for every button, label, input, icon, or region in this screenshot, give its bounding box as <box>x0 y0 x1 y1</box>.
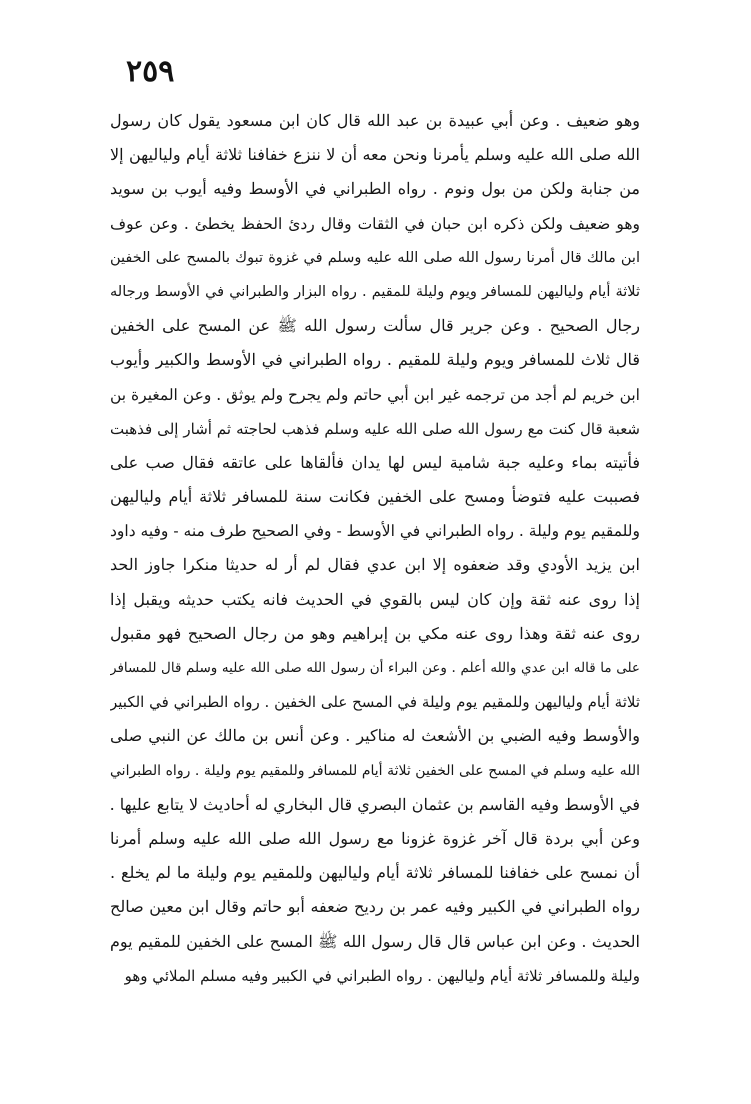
body-text <box>110 104 640 993</box>
text-line: رواه الطبراني في الكبير وفيه عمر بن رديح ضعفه أبو حاتم وقال ابن معين صالح <box>110 897 640 917</box>
text-line: فصببت عليه فتوضأ ومسح على الخفين فكانت سنة للمسافر ثلاثة أيام ولياليهن <box>110 487 640 507</box>
text-line: ثلاثة أيام ولياليهن للمسافر ويوم وليلة للمقيم . رواه البزار والطبراني في الأوسط ورجاله <box>110 283 640 300</box>
text-line: فأتيته بماء وعليه جبة شامية ليس لها يدان فألقاها على عاتقه فقال صب على <box>110 452 640 472</box>
text-line: أن نمسح على خفافنا للمسافر ثلاثة أيام ولياليهن وللمقيم يوم وليلة ما لم يخلع . <box>110 863 640 883</box>
text-line: على ما قاله ابن عدي والله أعلم . وعن البراء أن رسول الله صلى الله عليه وسلم قال للمسافر <box>110 660 640 676</box>
text-line: وللمقيم يوم وليلة . رواه الطبراني في الأوسط - وفي الصحيح طرف منه - وفيه داود <box>110 522 640 541</box>
text-line: شعبة قال كنت مع رسول الله صلى الله عليه وسلم فذهب لحاجته ثم أشار إلى فذهبت <box>110 419 640 438</box>
text-line: الحديث . وعن ابن عباس قال قال رسول الله ﷺ المسح على الخفين للمقيم يوم <box>110 931 640 951</box>
text-line: ابن خريم لم أجد من ترجمه غير ابن أبي حاتم ولم يجرح ولم يوثق . وعن المغيرة بن <box>110 385 640 404</box>
text-line: من جنابة ولكن من بول ونوم . رواه الطبراني في الأوسط وفيه أيوب بن سويد <box>110 179 640 199</box>
text-line: في الأوسط وفيه القاسم بن عثمان البصري قال البخاري له أحاديث لا يتابع عليها . <box>110 794 640 814</box>
text-line: الله عليه وسلم في المسح على الخفين ثلاثة أيام للمسافر وللمقيم يوم وليلة . رواه الطبراني <box>110 762 640 779</box>
text-line: الله صلى الله عليه وسلم يأمرنا ونحن معه أن لا ننزع خفافنا ثلاثة أيام ولياليهن إلا <box>110 145 640 165</box>
text-line: إذا روى عنه ثقة وإن كان ليس بالقوي في الحديث فانه يكتب حديثه ويقبل إذا <box>110 589 640 609</box>
text-line: وليلة وللمسافر ثلاثة أيام ولياليهن . رواه الطبراني في الكبير وفيه مسلم الملائي وهو <box>124 966 640 985</box>
text-line: وعن أبي بردة قال آخر غزوة غزونا مع رسول الله صلى الله عليه وسلم أمرنا <box>110 828 640 848</box>
page-number: ٢٥٩ <box>126 54 175 89</box>
text-line: رجال الصحيح . وعن جرير قال سألت رسول الله ﷺ عن المسح على الخفين <box>110 316 640 336</box>
text-line: والأوسط وفيه الضبي بن الأشعث له مناكير . وعن أنس بن مالك عن النبي صلى <box>110 726 640 746</box>
text-line: وهو ضعيف . وعن أبي عبيدة بن عبد الله قال كان ابن مسعود يقول كان رسول <box>110 111 640 130</box>
text-line: وهو ضعيف ولكن ذكره ابن حبان في الثقات وقال ردئ الحفظ يخطئ . وعن عوف <box>110 214 640 233</box>
text-line: روى عنه ثقة وهذا روى عنه مكي بن إبراهيم وهو من رجال الصحيح فهو مقبول <box>110 623 640 643</box>
text-line: قال ثلاث للمسافر ويوم وليلة للمقيم . رواه الطبراني في الأوسط والكبير وأيوب <box>110 350 640 370</box>
text-line: ثلاثة أيام ولياليهن وللمقيم يوم وليلة في المسح على الخفين . رواه الطبراني في الكبير <box>110 693 640 712</box>
text-line: ابن يزيد الأودي وقد ضعفوه إلا ابن عدي فقال لم أر له حديثا منكرا جاوز الحد <box>110 555 640 575</box>
text-line: ابن مالك قال أمرنا رسول الله صلى الله عليه وسلم في غزوة تبوك بالمسح على الخفين <box>110 249 640 266</box>
